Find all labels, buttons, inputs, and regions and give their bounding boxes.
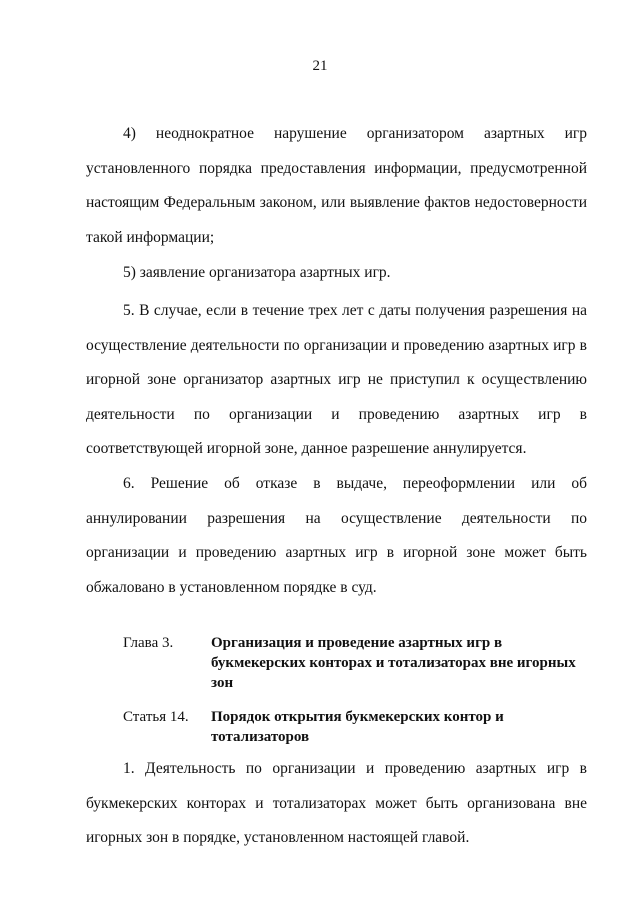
paragraph-item-4: 4) неоднократное нарушение организатором азартных игр установленного порядка предоставления информации, предусмотренной настоящим Федеральным законом, или выявление фактов недостоверности такой информации; <box>86 125 587 246</box>
article-heading <box>123 707 593 747</box>
paragraph-item-5: 5) заявление организатора азартных игр. <box>123 264 391 281</box>
article-label: Статья 14. <box>123 709 189 725</box>
page-number: 21 <box>312 58 328 74</box>
chapter-heading <box>123 633 593 693</box>
paragraph-section-5: 5. В случае, если в течение трех лет с даты получения разрешения на осуществление деятельности по организации и проведению азартных игр в игорной зоне организатор азартных игр не приступил к осуществлению деятельности по организации и проведению азартных игр в соответствующей игорной зоне, данное разрешение аннулируется. <box>86 302 587 457</box>
paragraph-article-14-1: 1. Деятельность по организации и проведению азартных игр в букмекерских конторах и тотализаторах может быть организована вне игорных зон в порядке, установленном настоящей главой. <box>86 760 587 846</box>
paragraph-section-6: 6. Решение об отказе в выдаче, переоформлении или об аннулировании разрешения на осуществление деятельности по организации и проведению азартных игр в игорной зоне может быть обжаловано в установленном порядке в суд. <box>86 475 587 596</box>
chapter-title: Организация и проведение азартных игр в букмекерских конторах и тотализаторах вне игорных зон <box>211 635 576 691</box>
chapter-label: Глава 3. <box>123 635 174 651</box>
article-title: Порядок открытия букмекерских контор и тотализаторов <box>211 709 504 745</box>
